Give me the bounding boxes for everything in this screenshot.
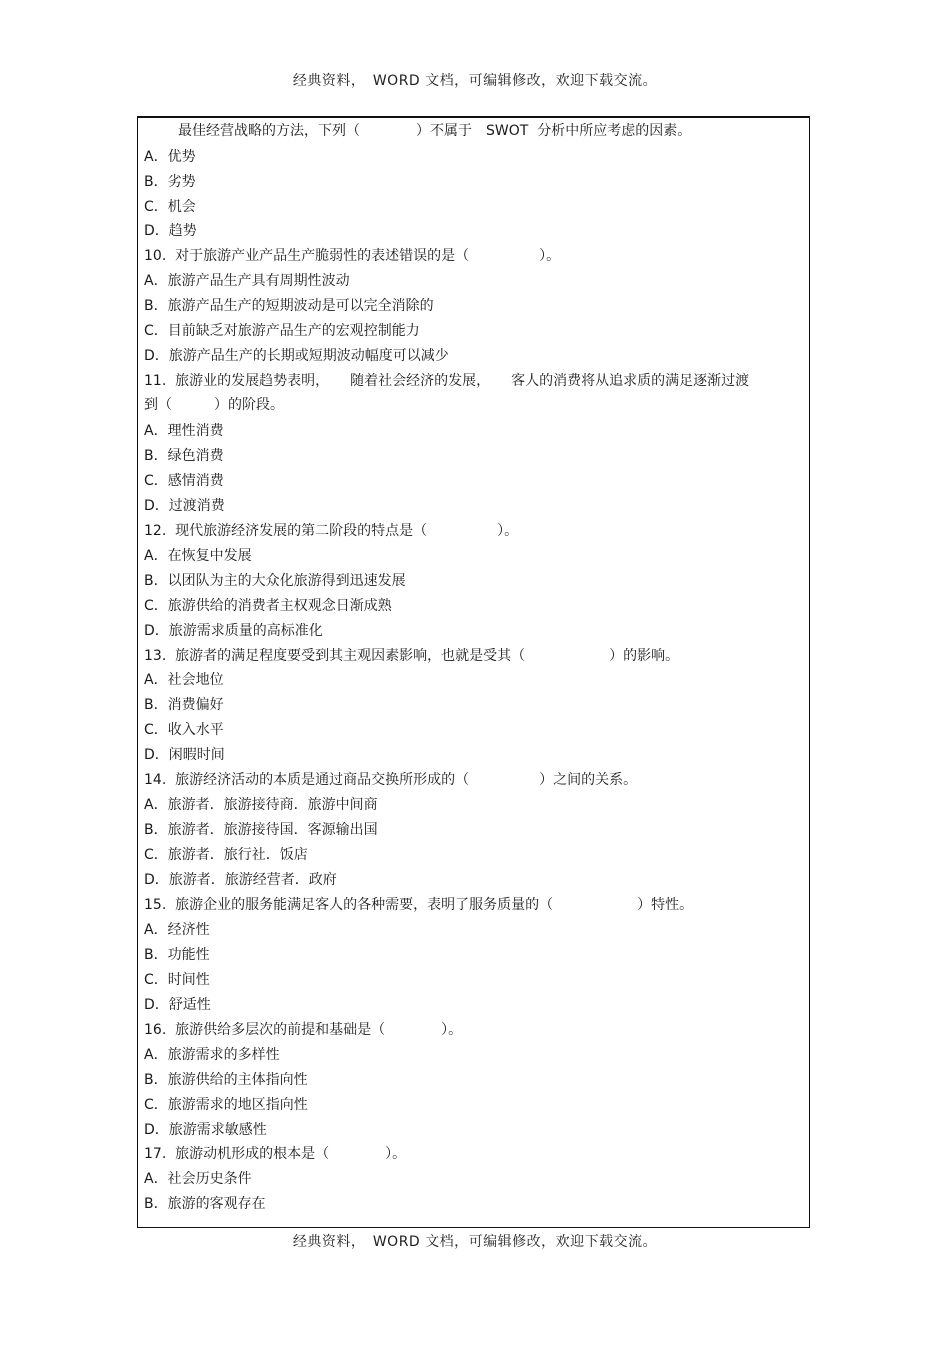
question-10-option-a: A．旅游产品生产具有周期性波动 [144,273,350,289]
page-header: 经典资料， WORD 文档，可编辑修改，欢迎下载交流。 [292,73,658,89]
question-17-stem: 17. 旅游动机形成的根本是（ ）。 [144,1146,407,1162]
question-14-option-d: D．旅游者．旅游经营者．政府 [144,872,337,888]
question-15-option-d: D．舒适性 [144,997,211,1013]
question-14-option-a: A．旅游者．旅游接待商．旅游中间商 [144,797,378,813]
question-11-option-b: B．绿色消费 [144,448,224,464]
question-17-option-b: B．旅游的客观存在 [144,1196,266,1212]
question-17-option-a: A．社会历史条件 [144,1171,252,1187]
question-12-option-a: A．在恢复中发展 [144,548,252,564]
page-footer: 经典资料， WORD 文档，可编辑修改，欢迎下载交流。 [292,1234,658,1250]
question-14-option-b: B．旅游者．旅游接待国．客源输出国 [144,822,378,838]
question-9-stem: 最佳经营战略的方法，下列（ ）不属于 SWOT 分析中所应考虑的因素。 [178,123,692,139]
question-11-stem-cont: 到（ ）的阶段。 [144,397,284,413]
question-16-option-a: A．旅游需求的多样性 [144,1047,280,1063]
question-15-option-a: A．经济性 [144,922,210,938]
question-12-option-c: C．旅游供给的消费者主权观念日渐成熟 [144,598,392,614]
question-12-option-d: D．旅游需求质量的高标准化 [144,623,323,639]
question-13-option-c: C．收入水平 [144,722,224,738]
question-10-stem: 10. 对于旅游产业产品生产脆弱性的表述错误的是（ ）。 [144,248,561,264]
question-14-stem: 14. 旅游经济活动的本质是通过商品交换所形成的（ ）之间的关系。 [144,772,638,788]
question-14-option-c: C．旅游者．旅行社．饭店 [144,847,308,863]
question-12-option-b: B．以团队为主的大众化旅游得到迅速发展 [144,573,406,589]
question-11-option-d: D．过渡消费 [144,498,225,514]
question-9-option-a: A．优势 [144,149,196,165]
question-11-stem: 11. 旅游业的发展趋势表明， 随着社会经济的发展， 客人的消费将从追求质的满足逐渐过渡 [144,373,750,389]
question-10-option-c: C．目前缺乏对旅游产品生产的宏观控制能力 [144,323,420,339]
document-content-box [137,116,810,1228]
question-13-option-a: A．社会地位 [144,672,224,688]
question-9-option-c: C．机会 [144,199,196,215]
question-15-option-c: C．时间性 [144,972,210,988]
question-13-option-d: D．闲暇时间 [144,747,225,763]
question-10-option-b: B．旅游产品生产的短期波动是可以完全消除的 [144,298,434,314]
question-13-option-b: B．消费偏好 [144,697,224,713]
question-11-option-c: C．感情消费 [144,473,224,489]
question-15-option-b: B．功能性 [144,947,210,963]
question-16-option-c: C．旅游需求的地区指向性 [144,1097,308,1113]
question-9-option-d: D．趋势 [144,223,197,239]
question-11-option-a: A．理性消费 [144,423,224,439]
question-10-option-d: D．旅游产品生产的长期或短期波动幅度可以减少 [144,348,449,364]
question-16-option-d: D．旅游需求敏感性 [144,1122,267,1138]
question-12-stem: 12. 现代旅游经济发展的第二阶段的特点是（ ）。 [144,523,519,539]
question-15-stem: 15. 旅游企业的服务能满足客人的各种需要，表明了服务质量的（ ）特性。 [144,897,694,913]
question-9-option-b: B．劣势 [144,174,196,190]
question-16-stem: 16. 旅游供给多层次的前提和基础是（ ）。 [144,1022,463,1038]
question-13-stem: 13. 旅游者的满足程度要受到其主观因素影响，也就是受其（ ）的影响。 [144,648,680,664]
question-16-option-b: B．旅游供给的主体指向性 [144,1072,308,1088]
